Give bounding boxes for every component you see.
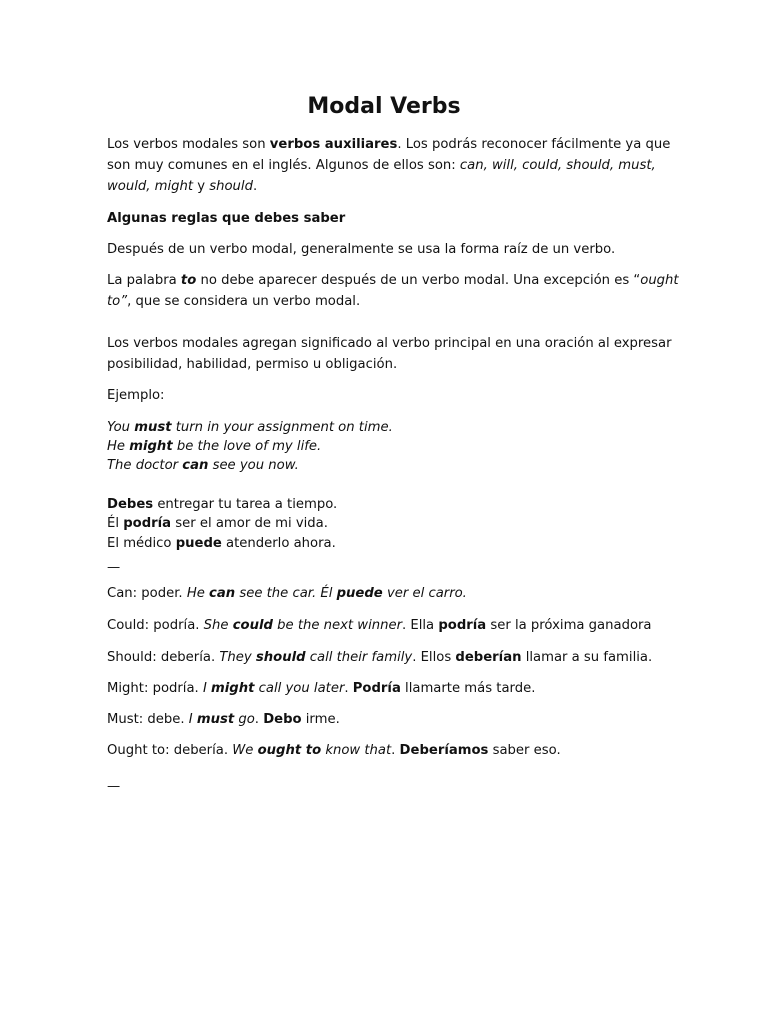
example-text: atenderlo ahora. bbox=[221, 536, 336, 551]
example-modal: must bbox=[134, 420, 172, 435]
rule-1: Después de un verbo modal, generalmente se usa la forma raíz de un verbo. bbox=[107, 242, 616, 257]
verb-modal: Debo bbox=[263, 712, 302, 727]
example-modal: Debes bbox=[107, 497, 154, 512]
example-text: Él bbox=[107, 516, 124, 531]
example-modal: puede bbox=[175, 536, 222, 551]
example-italic: see you now. bbox=[208, 458, 299, 473]
intro-text: Los verbos modales son bbox=[107, 137, 270, 152]
verb-text: llamar a su familia. bbox=[521, 650, 653, 665]
verb-italic: He bbox=[186, 586, 210, 601]
verb-text: llamarte más tarde. bbox=[400, 681, 536, 696]
verb-text: . bbox=[254, 712, 264, 727]
rule-text: no debe aparecer después de un verbo modal. Una excepción es “ bbox=[196, 273, 641, 288]
verb-italic: call you later bbox=[254, 681, 345, 696]
verb-italic: ver el carro. bbox=[382, 586, 467, 601]
separator-1: — bbox=[107, 560, 121, 575]
verb-italic: She bbox=[203, 618, 233, 633]
verb-italic: They bbox=[219, 650, 256, 665]
separator-2: — bbox=[107, 779, 121, 794]
verb-italic: I bbox=[202, 681, 212, 696]
rule-italic: ought bbox=[640, 273, 679, 288]
verb-modal: could bbox=[232, 618, 273, 633]
verb-text: saber eso. bbox=[488, 743, 561, 758]
verb-modal: must bbox=[196, 712, 235, 727]
example-es-2 bbox=[107, 514, 687, 534]
rule-2-line-1 bbox=[107, 271, 687, 291]
verb-label: Ought to: debería. bbox=[107, 743, 233, 758]
rule-text: La palabra bbox=[107, 273, 181, 288]
example-es-3 bbox=[107, 534, 687, 554]
intro-line-2 bbox=[107, 156, 687, 176]
verb-should bbox=[107, 648, 687, 668]
example-italic: be the love of my life. bbox=[172, 439, 322, 454]
example-italic: turn in your assignment on time. bbox=[171, 420, 393, 435]
example-en-3 bbox=[107, 456, 687, 476]
rule-italic: to” bbox=[107, 294, 128, 309]
example-modal: can bbox=[182, 458, 209, 473]
rule-bold-italic: to bbox=[180, 273, 197, 288]
verb-italic: be the next winner bbox=[272, 618, 402, 633]
intro-line-3 bbox=[107, 177, 687, 197]
rule-text: , que se considera un verbo modal. bbox=[127, 294, 361, 309]
intro-italic: can, will, could, should, must, bbox=[459, 158, 656, 173]
example-modal: might bbox=[129, 439, 173, 454]
verb-text: . bbox=[391, 743, 400, 758]
example-label: Ejemplo: bbox=[107, 388, 165, 403]
intro-text: . bbox=[252, 179, 258, 194]
intro-italic: should bbox=[209, 179, 253, 194]
verb-italic: go bbox=[234, 712, 255, 727]
verb-italic: know that bbox=[321, 743, 392, 758]
verb-text: ser la próxima ganadora bbox=[486, 618, 652, 633]
verb-italic: I bbox=[188, 712, 197, 727]
rules-heading-text: Algunas reglas que debes saber bbox=[107, 211, 346, 226]
intro-bold: verbos auxiliares bbox=[269, 137, 398, 152]
intro-italic: would, might bbox=[107, 179, 194, 194]
verb-modal: puede bbox=[336, 586, 383, 601]
example-italic: The doctor bbox=[107, 458, 183, 473]
verb-can bbox=[107, 584, 687, 604]
example-modal: podría bbox=[123, 516, 172, 531]
verb-might bbox=[107, 679, 687, 699]
verb-modal: podría bbox=[438, 618, 487, 633]
example-italic: You bbox=[107, 420, 135, 435]
example-en-1 bbox=[107, 418, 687, 438]
verb-modal: can bbox=[209, 586, 236, 601]
example-text: entregar tu tarea a tiempo. bbox=[153, 497, 338, 512]
verb-italic: see the car. Él bbox=[235, 586, 337, 601]
verb-modal: deberían bbox=[455, 650, 522, 665]
page-title: Modal Verbs bbox=[307, 94, 461, 119]
verb-modal: Podría bbox=[352, 681, 401, 696]
verb-italic: We bbox=[232, 743, 258, 758]
verb-could bbox=[107, 616, 687, 636]
example-text: El médico bbox=[107, 536, 176, 551]
intro-text: y bbox=[193, 179, 210, 194]
example-text: ser el amor de mi vida. bbox=[171, 516, 328, 531]
intro-text: . Los podrás reconocer fácilmente ya que bbox=[397, 137, 671, 152]
verb-italic: call their family bbox=[305, 650, 413, 665]
verb-label: Should: debería. bbox=[107, 650, 220, 665]
verb-ought-to bbox=[107, 741, 687, 761]
verb-text: . Ellos bbox=[412, 650, 456, 665]
verb-text: irme. bbox=[301, 712, 340, 727]
verb-text: . Ella bbox=[402, 618, 439, 633]
rules-heading bbox=[107, 209, 687, 229]
intro-text: son muy comunes en el inglés. Algunos de ellos son: bbox=[107, 158, 460, 173]
rule-3-line-2: posibilidad, habilidad, permiso u obligación. bbox=[107, 357, 398, 372]
verb-modal: might bbox=[211, 681, 255, 696]
verb-label: Might: podría. bbox=[107, 681, 203, 696]
example-italic: He bbox=[107, 439, 130, 454]
verb-must bbox=[107, 710, 687, 730]
verb-modal: should bbox=[255, 650, 306, 665]
verb-label: Can: poder. bbox=[107, 586, 187, 601]
rule-3-line-1: Los verbos modales agregan significado al verbo principal en una oración al expresar bbox=[107, 336, 672, 351]
verb-modal: Deberíamos bbox=[399, 743, 489, 758]
verb-label: Must: debe. bbox=[107, 712, 189, 727]
example-es-1 bbox=[107, 495, 687, 515]
verb-modal: ought to bbox=[257, 743, 322, 758]
intro-line-1 bbox=[107, 135, 687, 155]
verb-text: . bbox=[344, 681, 353, 696]
verb-label: Could: podría. bbox=[107, 618, 204, 633]
rule-2-line-2 bbox=[107, 292, 687, 312]
example-en-2 bbox=[107, 437, 687, 457]
